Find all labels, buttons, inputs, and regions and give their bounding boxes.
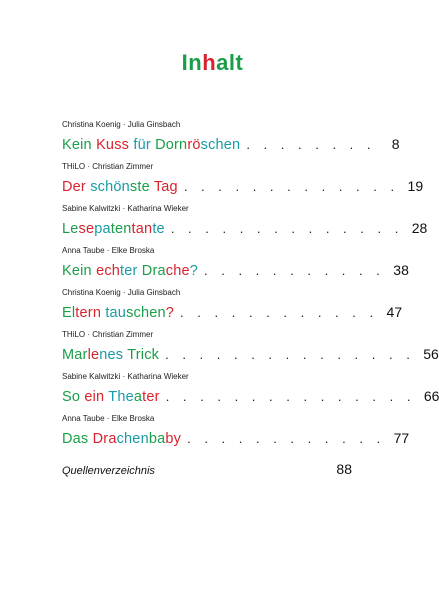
title-segment: In — [181, 50, 203, 75]
title-segment: ter — [120, 263, 142, 279]
story-title[interactable] — [62, 263, 198, 279]
entry-authors: THiLO · Christian Zimmer — [62, 330, 154, 339]
leader-dots: . . . . . . . . . . . . — [187, 431, 386, 446]
title-segment: ? — [165, 305, 175, 321]
title-segment: alt — [216, 50, 244, 75]
title-segment: Tag — [153, 179, 178, 195]
page-title — [0, 50, 425, 76]
entry-authors: Anna Taube · Elke Broska — [62, 414, 155, 423]
title-segment: a — [133, 389, 143, 405]
entry-authors: Christina Koenig · Julia Ginsbach — [62, 120, 181, 129]
title-segment: ste — [129, 179, 154, 195]
title-segment: nes — [99, 347, 128, 363]
entry-authors: Sabine Kalwitzki · Katharina Wieker — [62, 204, 189, 213]
title-segment: für — [129, 137, 156, 153]
toc-entry — [62, 288, 403, 330]
title-segment: El — [62, 305, 76, 321]
title-segment: ba — [148, 431, 166, 447]
story-title[interactable] — [62, 389, 160, 405]
title-segment: chen — [116, 431, 149, 447]
toc-entry — [62, 120, 400, 162]
entry-authors: THiLO · Christian Zimmer — [62, 162, 154, 171]
table-of-contents — [62, 120, 439, 477]
toc-entry — [62, 330, 439, 372]
leader-dots: . . . . . . . . . . . . — [180, 305, 379, 320]
entry-authors: Christina Koenig · Julia Ginsbach — [62, 288, 181, 297]
leader-dots: . . . . . . . . — [246, 137, 376, 152]
story-title[interactable] — [62, 137, 240, 153]
page-number: 28 — [411, 220, 428, 236]
story-title[interactable] — [62, 431, 181, 447]
title-segment: le — [87, 347, 100, 363]
title-segment: The — [108, 389, 134, 405]
toc-entry — [62, 204, 428, 246]
title-segment: h — [202, 50, 217, 75]
page-number: 8 — [391, 136, 400, 152]
title-segment: tau — [105, 305, 127, 321]
title-segment: So — [62, 389, 85, 405]
title-segment: schön — [90, 179, 130, 195]
story-title[interactable] — [62, 179, 178, 195]
title-segment: ter — [142, 389, 160, 405]
title-segment: rö — [187, 137, 201, 153]
title-segment: Kein — [62, 137, 97, 153]
title-segment: schen — [200, 137, 241, 153]
story-title[interactable] — [62, 221, 165, 237]
title-segment: Kuss — [96, 137, 130, 153]
title-segment: Dra — [141, 263, 166, 279]
leader-dots: . . . . . . . . . . . . . . . — [165, 347, 415, 362]
sources-entry — [62, 461, 352, 481]
title-segment: tan — [131, 221, 153, 237]
toc-entry — [62, 246, 409, 288]
title-segment: pa — [94, 221, 111, 237]
leader-dots: . . . . . . . . . . . — [204, 263, 385, 278]
title-segment: che — [165, 263, 190, 279]
title-segment: Der — [62, 179, 91, 195]
title-segment: Das — [62, 431, 93, 447]
leader-dots: . . . . . . . . . . . . . . — [170, 221, 404, 236]
leader-dots: . . . . . . . . . . . . . . . — [165, 389, 416, 404]
page-number: 88 — [336, 461, 352, 477]
page-number: 66 — [423, 388, 439, 404]
title-segment: ech — [96, 263, 121, 279]
toc-entry — [62, 372, 439, 414]
title-segment: se — [78, 221, 95, 237]
title-segment: tern — [75, 305, 106, 321]
title-segment: ein — [84, 389, 109, 405]
entry-authors: Sabine Kalwitzki · Katharina Wieker — [62, 372, 189, 381]
title-segment: Trick — [127, 347, 160, 363]
title-segment: schen — [126, 305, 166, 321]
page-number: 38 — [393, 262, 409, 278]
title-segment: Le — [62, 221, 79, 237]
title-segment: te — [152, 221, 165, 237]
sources-title[interactable]: Quellenverzeichnis — [62, 465, 155, 477]
title-segment: by — [165, 431, 182, 447]
title-segment: Kein — [62, 263, 97, 279]
toc-entry — [62, 414, 410, 456]
story-title[interactable] — [62, 347, 159, 363]
title-segment: ? — [189, 263, 199, 279]
page-number: 47 — [386, 304, 403, 320]
page-number: 56 — [423, 346, 439, 362]
title-segment: Mar — [62, 347, 88, 363]
title-segment: ten — [110, 221, 132, 237]
title-segment: Dorn — [155, 137, 188, 153]
page-number: 19 — [407, 178, 424, 194]
toc-entry — [62, 162, 424, 204]
page-number: 77 — [393, 430, 410, 446]
story-title[interactable] — [62, 305, 174, 321]
leader-dots: . . . . . . . . . . . . . — [183, 179, 400, 194]
title-segment: Dra — [92, 431, 117, 447]
entry-authors: Anna Taube · Elke Broska — [62, 246, 155, 255]
